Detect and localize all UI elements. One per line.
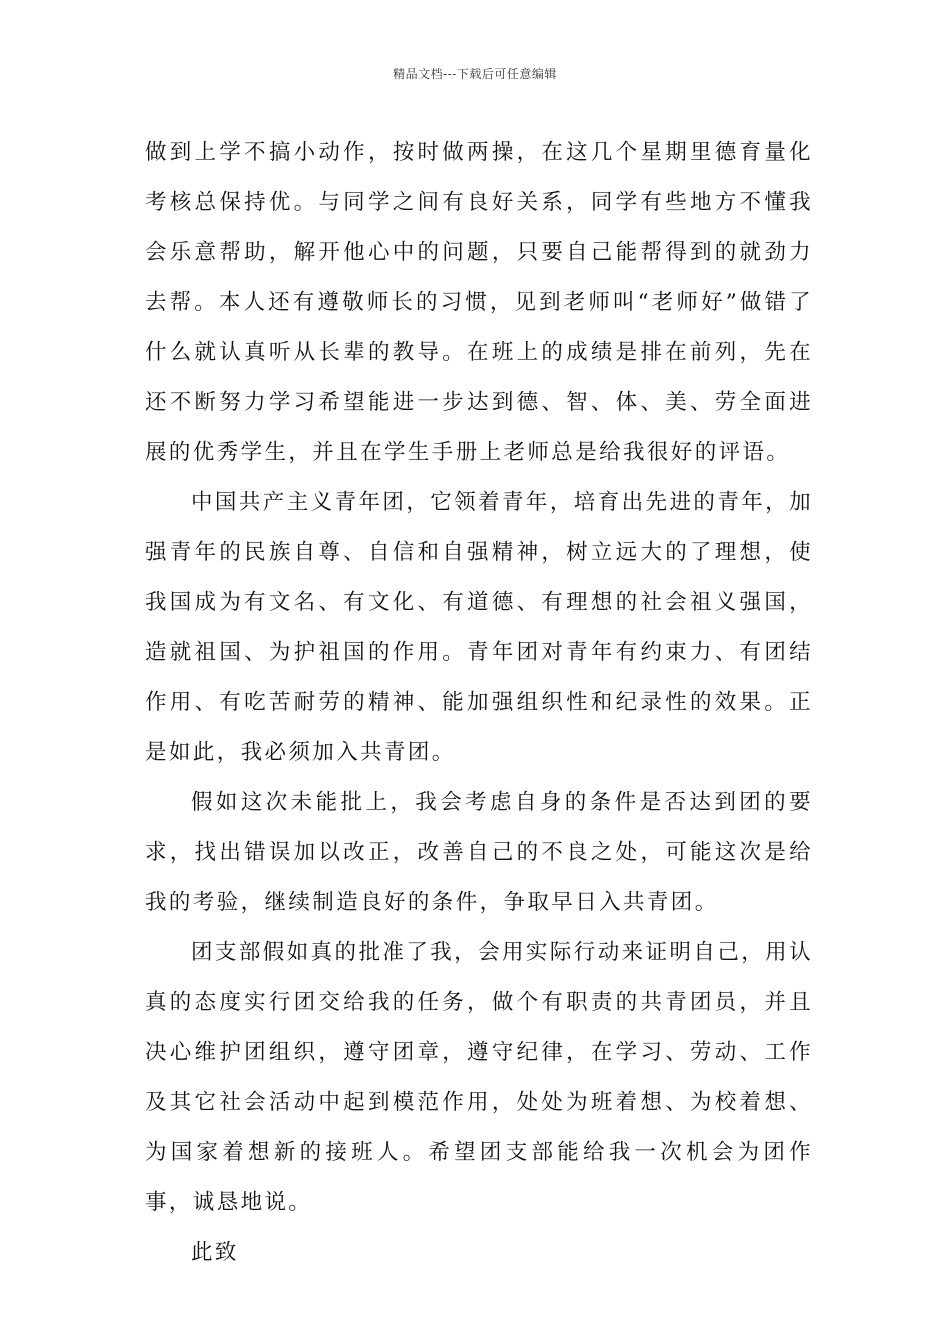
paragraph-self-description: 做到上学不搞小动作，按时做两操，在这几个星期里德育量化考核总保持优。与同学之间有良好关系，同学有些地方不懂我会乐意帮助，解开他心中的问题，只要自己能帮得到的就劲力去帮。本人还有遵敬师长的习惯，见到老师叫“老师好”做错了什么就认真听从长辈的教导。在班上的成绩是排在前列，先在还不断努力学习希望能进一步达到德、智、体、美、劳全面进展的优秀学生，并且在学生手册上老师总是给我很好的评语。 <box>145 140 813 465</box>
page-header: 精品文档---下载后可任意编辑 <box>393 67 557 81</box>
document-body <box>145 128 813 1278</box>
closing-salutation: 此致 <box>191 1240 239 1265</box>
paragraph-league-purpose: 中国共产主义青年团，它领着青年，培育出先进的青年，加强青年的民族自尊、自信和自强精神，树立远大的了理想，使我国成为有文名、有文化、有道德、有理想的社会祖义强国，造就祖国、为护祖国的作用。青年团对青年有约束力、有团结作用、有吃苦耐劳的精神、能加强组织性和纪录性的效果。正是如此，我必须加入共青团。 <box>145 490 813 765</box>
paragraph-if-approved: 团支部假如真的批准了我，会用实际行动来证明自己，用认真的态度实行团交给我的任务，做个有职责的共青团员，并且决心维护团组织，遵守团章，遵守纪律，在学习、劳动、工作及其它社会活动中起到模范作用，处处为班着想、为校着想、为国家着想新的接班人。希望团支部能给我一次机会为团作事，诚恳地说。 <box>145 940 813 1215</box>
paragraph-if-not-approved: 假如这次未能批上，我会考虑自身的条件是否达到团的要求，找出错误加以改正，改善自己的不良之处，可能这次是给我的考验，继续制造良好的条件，争取早日入共青团。 <box>145 790 813 915</box>
